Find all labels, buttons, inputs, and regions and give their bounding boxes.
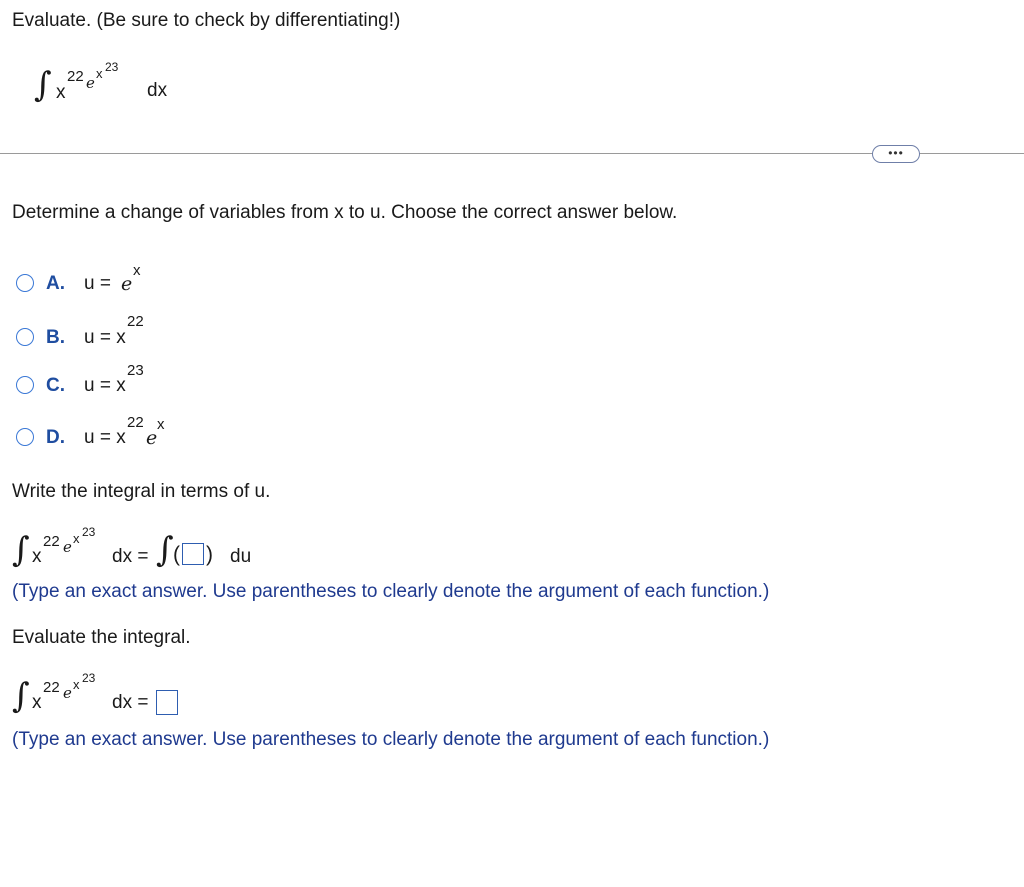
radio-button-c[interactable]	[16, 376, 34, 394]
part3-hint: (Type an exact answer. Use parentheses to clearly denote the argument of each function.)	[12, 729, 770, 750]
section-divider	[0, 153, 1024, 154]
radio-button-d[interactable]	[16, 428, 34, 446]
evaluated-answer-input[interactable]	[156, 690, 178, 715]
part2-hint: (Type an exact answer. Use parentheses to clearly denote the argument of each function.)	[12, 581, 770, 602]
option-label-c: C.	[46, 375, 65, 396]
part1-prompt: Determine a change of variables from x to u. Choose the correct answer below.	[12, 202, 678, 223]
more-options-button[interactable]: •••	[872, 145, 920, 163]
radio-button-a[interactable]	[16, 274, 34, 292]
option-label-a: A.	[46, 273, 65, 294]
option-label-b: B.	[46, 327, 65, 348]
option-label-d: D.	[46, 427, 65, 448]
part2-prompt: Write the integral in terms of u.	[12, 481, 271, 502]
integrand-answer-input[interactable]	[182, 543, 204, 565]
part3-prompt: Evaluate the integral.	[12, 627, 191, 648]
radio-button-b[interactable]	[16, 328, 34, 346]
instruction-text: Evaluate. (Be sure to check by differentiating!)	[12, 10, 401, 31]
